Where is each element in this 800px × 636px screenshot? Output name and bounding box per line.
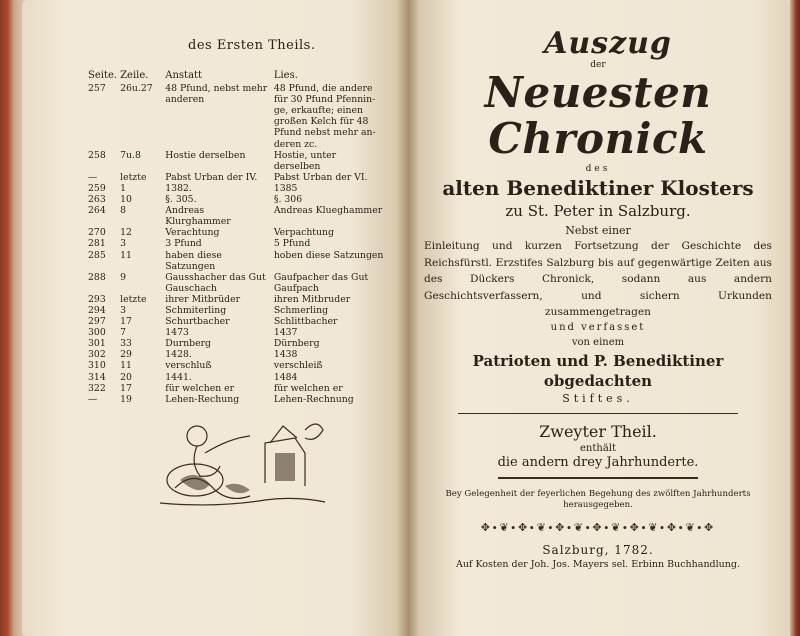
errata-row xyxy=(88,316,388,327)
errata-cell-zeile: 10 xyxy=(120,194,132,206)
errata-cell-zeile: 11 xyxy=(120,249,132,261)
errata-cell-seite: 300 xyxy=(88,327,106,339)
errata-cell-lies: ihren Mitbruder xyxy=(273,293,351,305)
errata-cell-seite: 301 xyxy=(88,338,106,350)
errata-body xyxy=(88,83,388,405)
errata-cell-lies: 1385 xyxy=(273,182,298,194)
errata-cell-zeile: 29 xyxy=(120,349,132,361)
errata-cell-zeile: 19 xyxy=(120,393,132,405)
errata-row xyxy=(88,272,388,294)
errata-row xyxy=(88,394,388,405)
errata-cell-anstatt: §. 305. xyxy=(165,194,197,206)
errata-cell-zeile: 11 xyxy=(120,360,132,372)
title-nebst: Nebst einer xyxy=(565,224,631,237)
running-head: des Ersten Theils. xyxy=(188,38,316,53)
errata-cell-zeile: 26u.27 xyxy=(120,83,153,95)
errata-cell-seite: 322 xyxy=(88,382,106,394)
errata-cell-anstatt: Schmiterling xyxy=(165,304,227,316)
errata-row xyxy=(88,150,388,172)
errata-cell-lies: Schmerling xyxy=(273,304,329,316)
divider-rule-thick xyxy=(498,477,698,479)
errata-cell-lies: Andreas Klueghammer xyxy=(273,205,383,217)
errata-cell-anstatt: 48 Pfund, nebst mehr anderen xyxy=(165,83,268,106)
col-header-lies: Lies. xyxy=(273,70,298,81)
errata-cell-zeile: 20 xyxy=(120,371,132,383)
errata-cell-zeile: 7 xyxy=(120,327,127,339)
errata-cell-seite: 294 xyxy=(88,304,106,316)
errata-cell-seite: 281 xyxy=(88,238,106,250)
errata-cell-anstatt: verschluß xyxy=(165,360,212,372)
imprint-publisher: Auf Kosten der Joh. Jos. Mayers sel. Erbinn Buchhandlung. xyxy=(455,558,741,570)
errata-cell-lies: verschleiß xyxy=(273,360,323,372)
errata-row xyxy=(88,327,388,338)
errata-cell-zeile: 33 xyxy=(120,338,132,350)
title-page xyxy=(418,28,778,572)
title-patrioten: Patrioten und P. Benediktiner obgedachten xyxy=(472,351,724,390)
errata-cell-anstatt: 1441. xyxy=(165,371,192,383)
errata-row xyxy=(88,383,388,394)
errata-cell-lies: 48 Pfund, die andere für 30 Pfund Pfennin- ge, erkaufte; einen großen Kelch für 48 Pfund nebst mehr an- deren zc. xyxy=(273,83,376,150)
errata-row xyxy=(88,227,388,238)
volume-enthaelt: enthält xyxy=(580,442,616,454)
col-header-seite: Seite. xyxy=(88,70,118,81)
errata-cell-seite: 263 xyxy=(88,194,106,206)
errata-row xyxy=(88,205,388,227)
errata-cell-seite: 285 xyxy=(88,249,106,261)
title-der: der xyxy=(590,60,606,70)
errata-cell-lies: §. 306 xyxy=(273,194,303,206)
errata-cell-anstatt: Gausshacher das Gut Gauschach xyxy=(165,271,266,294)
errata-row xyxy=(88,360,388,371)
errata-row xyxy=(88,338,388,349)
title-chronick: Neuesten Chronick xyxy=(484,68,712,163)
errata-cell-anstatt: 1428. xyxy=(165,349,192,361)
errata-cell-lies: Schlittbacher xyxy=(273,316,338,328)
errata-cell-anstatt: Verachtung xyxy=(165,227,220,239)
title-von-einem: von einem xyxy=(571,336,625,348)
errata-cell-zeile: 17 xyxy=(120,382,132,394)
divider-rule xyxy=(458,413,738,414)
errata-cell-seite: 314 xyxy=(88,371,106,383)
errata-cell-lies: 5 Pfund xyxy=(273,238,311,250)
errata-cell-anstatt: Lehen-Rechung xyxy=(165,393,240,405)
errata-cell-zeile: 8 xyxy=(120,205,127,217)
errata-cell-zeile: 7u.8 xyxy=(120,149,141,161)
errata-cell-anstatt: für welchen er xyxy=(165,382,235,394)
title-und-verfasset: und verfasset xyxy=(550,321,646,333)
occasion-note: Bey Gelegenheit der feyerlichen Begehung des zwölften Jahrhunderts herausgegeben. xyxy=(445,488,751,510)
errata-row xyxy=(88,305,388,316)
errata-cell-lies: für welchen er xyxy=(273,382,343,394)
errata-cell-lies: Dürnberg xyxy=(273,338,320,350)
errata-cell-zeile: 3 xyxy=(120,304,127,316)
errata-cell-lies: Gaufpacher das Gut Gaufpach xyxy=(273,271,369,294)
errata-cell-seite: 297 xyxy=(88,316,106,328)
errata-cell-anstatt: 1382. xyxy=(165,182,192,194)
errata-cell-anstatt: ihrer Mitbrüder xyxy=(165,293,241,305)
volume-inhalt: die andern drey Jahrhunderte. xyxy=(497,454,699,470)
errata-cell-anstatt: Schurtbacher xyxy=(165,316,230,328)
errata-table xyxy=(88,70,388,405)
errata-cell-seite: 264 xyxy=(88,205,106,217)
volume-title: Zweyter Theil. xyxy=(539,421,657,441)
title-beschreibung: Einleitung und kurzen Fortsetzung der Geschichte des Reichsfürstl. Erzstifes Salzburg bis auf gegenwärtige Zeiten aus des Dückers Chronick, sodann aus andern Geschichtsverfassern, und sichern Urkunden zusammengetragen xyxy=(424,240,772,318)
cherub-vignette xyxy=(155,408,330,513)
book-edge xyxy=(790,0,800,636)
col-header-anstatt: Anstatt xyxy=(165,70,203,81)
errata-cell-anstatt: Andreas Klurghammer xyxy=(165,205,231,228)
errata-cell-seite: 293 xyxy=(88,293,106,305)
errata-cell-seite: 259 xyxy=(88,182,106,194)
errata-row xyxy=(88,372,388,383)
errata-cell-lies: Lehen-Rechnung xyxy=(273,393,354,405)
errata-cell-anstatt: Pabst Urban der IV. xyxy=(165,171,258,183)
errata-cell-anstatt: haben diese Satzungen xyxy=(165,249,222,272)
errata-cell-zeile: letzte xyxy=(120,293,147,305)
errata-cell-seite: 258 xyxy=(88,149,106,161)
errata-cell-zeile: 12 xyxy=(120,227,132,239)
errata-cell-lies: Hostie, unter derselben xyxy=(273,149,337,172)
errata-cell-seite: 257 xyxy=(88,83,106,95)
errata-cell-lies: 1484 xyxy=(273,371,298,383)
errata-row xyxy=(88,238,388,249)
errata-cell-lies: 1437 xyxy=(273,327,298,339)
errata-cell-anstatt: Durnberg xyxy=(165,338,211,350)
errata-cell-zeile: 3 xyxy=(120,238,127,250)
errata-cell-lies: hoben diese Satzungen xyxy=(273,249,384,261)
ornament-border: ✥∙❦∙✥∙❦∙✥∙❦∙✥∙❦∙✥∙❦∙✥∙❦∙✥ xyxy=(480,520,716,534)
errata-cell-zeile: 17 xyxy=(120,316,132,328)
errata-cell-seite: — xyxy=(88,393,98,405)
errata-cell-seite: — xyxy=(88,171,98,183)
title-auszug: Auszug xyxy=(544,26,672,61)
col-header-zeile: Zeile. xyxy=(120,70,149,81)
errata-row xyxy=(88,194,388,205)
title-stiftes: Stiftes. xyxy=(562,391,634,405)
errata-row xyxy=(88,183,388,194)
errata-cell-anstatt: 1473 xyxy=(165,327,189,339)
errata-cell-lies: Pabst Urban der VI. xyxy=(273,171,368,183)
errata-cell-seite: 270 xyxy=(88,227,106,239)
errata-cell-seite: 302 xyxy=(88,349,106,361)
errata-cell-zeile: letzte xyxy=(120,171,147,183)
errata-cell-lies: Verpachtung xyxy=(273,227,334,239)
errata-row xyxy=(88,294,388,305)
errata-header-row xyxy=(88,70,388,83)
errata-row xyxy=(88,250,388,272)
errata-cell-anstatt: 3 Pfund xyxy=(165,238,202,250)
errata-row xyxy=(88,172,388,183)
errata-cell-anstatt: Hostie derselben xyxy=(165,149,246,161)
errata-row xyxy=(88,349,388,360)
title-ort: zu St. Peter in Salzburg. xyxy=(505,202,691,220)
title-kloster: alten Benediktiner Klosters xyxy=(442,176,754,200)
imprint-place-year: Salzburg, 1782. xyxy=(542,542,654,557)
errata-cell-seite: 288 xyxy=(88,271,106,283)
errata-cell-zeile: 1 xyxy=(120,182,127,194)
errata-cell-lies: 1438 xyxy=(273,349,298,361)
errata-cell-zeile: 9 xyxy=(120,271,127,283)
title-des: des xyxy=(585,164,611,174)
errata-row xyxy=(88,83,388,150)
errata-cell-seite: 310 xyxy=(88,360,106,372)
